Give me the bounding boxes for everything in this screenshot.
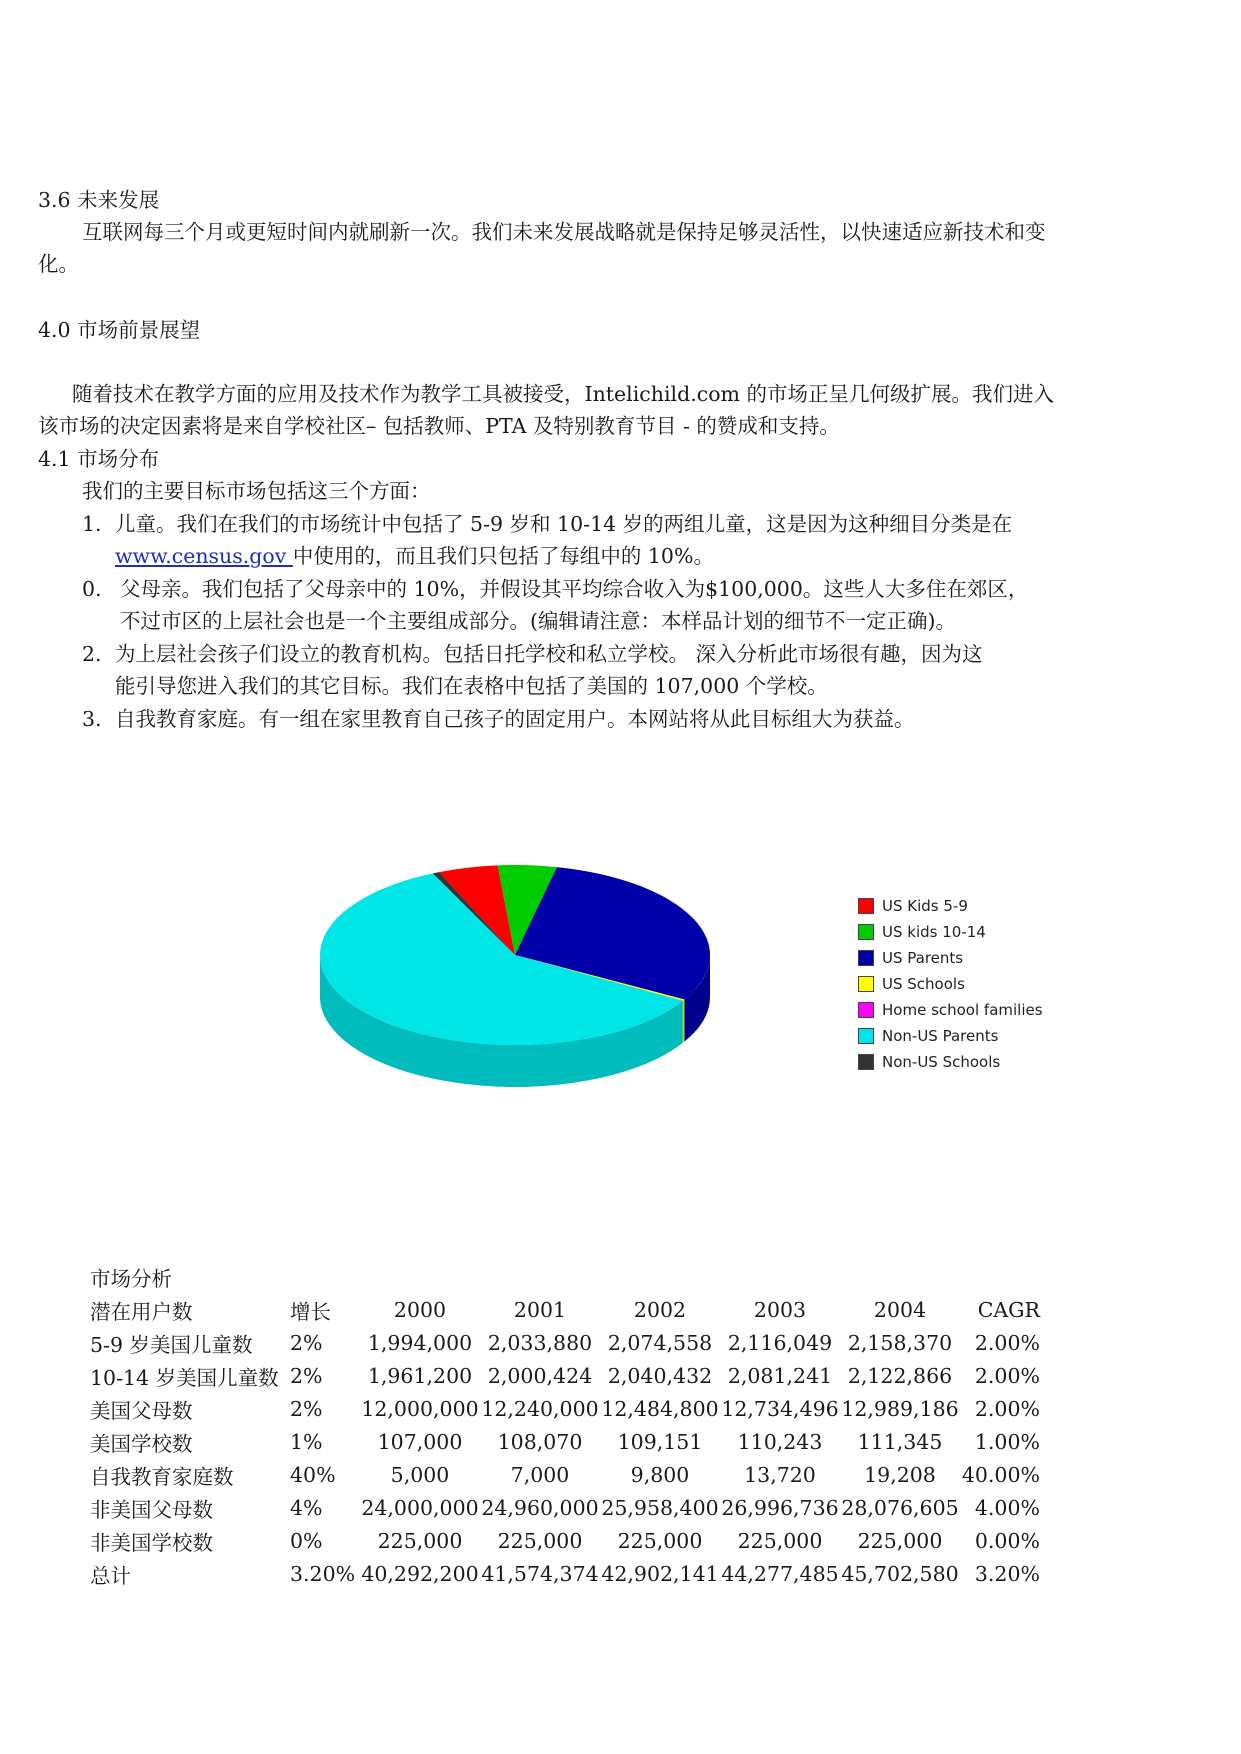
legend-item	[858, 997, 1098, 1023]
table-cell: 12,484,800	[601, 1396, 719, 1421]
table-cell: 45,702,580	[841, 1561, 959, 1586]
legend-swatch	[858, 976, 874, 992]
row-label-cell: 自我教育家庭数	[90, 1464, 234, 1489]
table-title-row	[90, 1260, 1040, 1293]
legend-item	[858, 1023, 1098, 1049]
table-cell: 4.00%	[974, 1495, 1040, 1520]
table-cell: 1,961,200	[367, 1363, 473, 1388]
table-cell: 40,292,200	[361, 1561, 479, 1586]
table-cell: 1,994,000	[367, 1330, 473, 1355]
legend-swatch	[858, 950, 874, 966]
table-cell: 2,000,424	[487, 1363, 593, 1388]
table-cell: 40%	[290, 1462, 336, 1487]
legend-swatch	[858, 1054, 874, 1070]
table-cell: 2%	[290, 1396, 323, 1421]
table-cell: 2,158,370	[847, 1330, 953, 1355]
legend-swatch	[858, 898, 874, 914]
market-analysis-table	[90, 1260, 1040, 1590]
list-item-text-continued	[115, 540, 714, 572]
table-cell: 2%	[290, 1363, 323, 1388]
section-intro-4-1: 我们的主要目标市场包括这三个方面：	[82, 479, 431, 503]
table-cell: 2,116,049	[727, 1330, 833, 1355]
legend-label: Non-US Parents	[882, 1027, 999, 1045]
table-cell: 2%	[290, 1330, 323, 1355]
table-cell: 3.20%	[974, 1561, 1040, 1586]
table-row	[90, 1557, 1040, 1590]
table-row	[90, 1425, 1040, 1458]
table-cell: 3.20%	[290, 1561, 356, 1586]
table-cell: 2,122,866	[847, 1363, 953, 1388]
row-label-cell: 5-9 岁美国儿童数	[90, 1332, 253, 1357]
table-cell: 2,074,558	[607, 1330, 713, 1355]
list-item-text: 为上层社会孩子们设立的教育机构。包括日托学校和私立学校。 深入分析此市场很有趣，因为这	[115, 642, 983, 666]
legend-label: US Parents	[882, 949, 964, 967]
table-cell: 2000	[393, 1297, 447, 1322]
legend-swatch	[858, 1002, 874, 1018]
table-cell: 25,958,400	[601, 1495, 719, 1520]
table-cell: 42,902,141	[601, 1561, 719, 1586]
legend-label: US kids 10-14	[882, 923, 986, 941]
table-cell: 13,720	[744, 1462, 816, 1487]
table-cell: 12,734,496	[721, 1396, 839, 1421]
table-row	[90, 1326, 1040, 1359]
table-cell: 2,040,432	[607, 1363, 713, 1388]
table-cell: 2,033,880	[487, 1330, 593, 1355]
legend-label: US Schools	[882, 975, 965, 993]
table-cell: 2001	[513, 1297, 567, 1322]
table-cell: 4%	[290, 1495, 323, 1520]
section-body-3-6: 互联网每三个月或更短时间内就刷新一次。我们未来发展战略就是保持足够灵活性，以快速适应新技术和变化。	[38, 220, 1046, 276]
table-cell: 1.00%	[974, 1429, 1040, 1454]
section-heading-4-0: 4.0 市场前景展望	[38, 318, 201, 342]
table-cell: 24,000,000	[361, 1495, 479, 1520]
table-cell: 1%	[290, 1429, 323, 1454]
list-item-number: 3.	[82, 707, 102, 731]
table-cell: 225,000	[377, 1528, 463, 1553]
table-header-row	[90, 1293, 1040, 1326]
table-cell: 109,151	[617, 1429, 703, 1454]
legend-swatch	[858, 924, 874, 940]
section-heading-4-1: 4.1 市场分布	[38, 447, 160, 471]
table-cell: 40.00%	[961, 1462, 1040, 1487]
legend-label: Non-US Schools	[882, 1053, 1001, 1071]
table-cell: 12,000,000	[361, 1396, 479, 1421]
table-cell: 28,076,605	[841, 1495, 959, 1520]
table-cell: 12,989,186	[841, 1396, 959, 1421]
table-cell: 2002	[633, 1297, 687, 1322]
list-item-number: 0.	[82, 577, 102, 601]
table-cell: 41,574,374	[481, 1561, 599, 1586]
table-cell: 2.00%	[974, 1330, 1040, 1355]
row-label-cell: 非美国父母数	[90, 1497, 213, 1522]
list-item-text: 自我教育家庭。有一组在家里教育自己孩子的固定用户。本网站将从此目标组大为获益。	[115, 707, 915, 731]
table-row	[90, 1458, 1040, 1491]
table-cell: 2.00%	[974, 1396, 1040, 1421]
table-cell: 225,000	[497, 1528, 583, 1553]
table-cell: 111,345	[857, 1429, 943, 1454]
legend-swatch	[858, 1028, 874, 1044]
table-cell: 2003	[753, 1297, 807, 1322]
table-cell: 7,000	[510, 1462, 570, 1487]
table-cell: 2004	[873, 1297, 927, 1322]
table-cell: 2,081,241	[727, 1363, 833, 1388]
table-cell: 12,240,000	[481, 1396, 599, 1421]
row-label-cell: 非美国学校数	[90, 1530, 213, 1555]
list-item-text: 父母亲。我们包括了父母亲中的 10%，并假设其平均综合收入为$100,000。这些人大多住在郊区，	[120, 577, 1029, 601]
table-row	[90, 1392, 1040, 1425]
table-cell: 44,277,485	[721, 1561, 839, 1586]
table-cell: 225,000	[737, 1528, 823, 1553]
table-cell: 108,070	[497, 1429, 583, 1454]
table-cell: 0%	[290, 1528, 323, 1553]
legend-item	[858, 971, 1098, 997]
table-row	[90, 1359, 1040, 1392]
section-heading-3-6: 3.6 未来发展	[38, 188, 160, 212]
row-label-cell: 10-14 岁美国儿童数	[90, 1365, 279, 1390]
legend-label: US Kids 5-9	[882, 897, 968, 915]
market-pie-chart	[300, 860, 740, 1140]
list-item-text: 儿童。我们在我们的市场统计中包括了 5-9 岁和 10-14 岁的两组儿童，这是因为这种细目分类是在	[115, 512, 1013, 536]
table-cell: 225,000	[857, 1528, 943, 1553]
legend-item	[858, 1049, 1098, 1075]
census-link[interactable]: www.census.gov	[115, 544, 293, 568]
list-item-text-rest: 中使用的，而且我们只包括了每组中的 10%。	[292, 544, 714, 568]
table-cell: 110,243	[737, 1429, 823, 1454]
table-cell: 5,000	[390, 1462, 450, 1487]
table-cell: 增长	[290, 1299, 331, 1324]
row-label-cell: 美国学校数	[90, 1431, 193, 1456]
list-item-number: 2.	[82, 642, 102, 666]
table-cell: CAGR	[977, 1297, 1040, 1322]
table-cell: 107,000	[377, 1429, 463, 1454]
legend-item	[858, 919, 1098, 945]
list-item-number: 1.	[82, 512, 102, 536]
table-cell: 26,996,736	[721, 1495, 839, 1520]
row-label-cell: 总计	[90, 1563, 131, 1588]
table-cell: 24,960,000	[481, 1495, 599, 1520]
table-row	[90, 1524, 1040, 1557]
table-row	[90, 1491, 1040, 1524]
section-body-4-0: 随着技术在教学方面的应用及技术作为教学工具被接受，Intelichild.com 的市场正呈几何级扩展。我们进入该市场的决定因素将是来自学校社区– 包括教师、PTA 及特别教育节目 - 的赞成和支持。	[38, 382, 1054, 438]
pie-slice-side	[683, 1000, 685, 1043]
table-cell: 19,208	[864, 1462, 936, 1487]
row-label-cell: 美国父母数	[90, 1398, 193, 1423]
legend-label: Home school families	[882, 1001, 1043, 1019]
list-item-text-continued: 不过市区的上层社会也是一个主要组成部分。(编辑请注意：本样品计划的细节不一定正确)。	[120, 609, 956, 633]
table-cell: 225,000	[617, 1528, 703, 1553]
table-cell: 9,800	[630, 1462, 690, 1487]
legend-item	[858, 945, 1098, 971]
table-title: 市场分析	[90, 1266, 172, 1291]
chart-legend	[858, 893, 1098, 1075]
table-cell: 0.00%	[974, 1528, 1040, 1553]
row-label-cell: 潜在用户数	[90, 1299, 193, 1324]
legend-item	[858, 893, 1098, 919]
list-item-text-continued: 能引导您进入我们的其它目标。我们在表格中包括了美国的 107,000 个学校。	[115, 674, 828, 698]
table-cell: 2.00%	[974, 1363, 1040, 1388]
